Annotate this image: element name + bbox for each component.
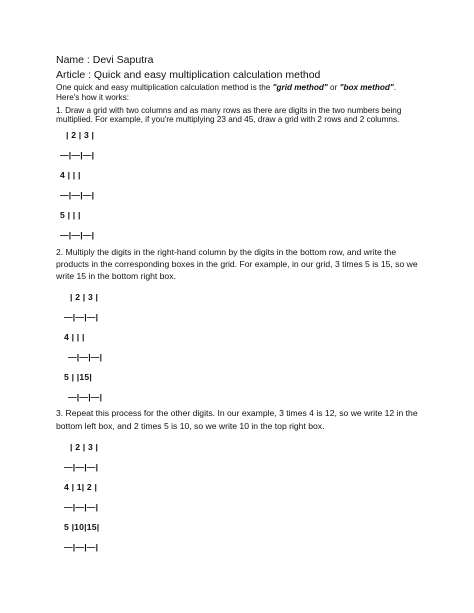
step2-grid-divider: —|—|—| — [64, 312, 99, 322]
step3-line-2: bottom left box, and 2 times 5 is 10, so we write 10 in the top right box. — [56, 421, 325, 431]
author-name-line: Name : Devi Saputra — [56, 54, 154, 66]
step2-line-1: 2. Multiply the digits in the right-hand column by the digits in the bottom row, and write the — [56, 247, 397, 257]
grid-method-term: "grid method" — [272, 83, 328, 92]
step2-grid-divider: —|—|—| — [68, 352, 103, 362]
step3-grid-divider: —|—|—| — [64, 502, 99, 512]
step1-grid-row-5: 5 | | | — [60, 210, 81, 220]
intro-text-before: One quick and easy multiplication calculation method is the — [56, 83, 273, 92]
step1-grid-divider: —|—|—| — [60, 190, 95, 200]
step2-line-2: products in the corresponding boxes in the grid. For example, in our grid, 3 times 5 is 15, so we — [56, 259, 418, 269]
step1-grid-divider: —|—|—| — [60, 230, 95, 240]
intro-paragraph-line-2: Here's how it works: — [56, 93, 129, 102]
step2-grid-header: | 2 | 3 | — [70, 292, 99, 302]
step3-grid-divider: —|—|—| — [64, 462, 99, 472]
intro-paragraph-line-1 — [56, 84, 396, 92]
step2-line-3: write 15 in the bottom right box. — [56, 271, 176, 281]
step2-grid-row-5: 5 | |15| — [64, 372, 92, 382]
step1-grid-divider: —|—|—| — [60, 150, 95, 160]
intro-text-or: or — [327, 83, 340, 92]
step3-grid-row-5: 5 |10|15| — [64, 522, 100, 532]
step3-grid-row-4: 4 | 1| 2 | — [64, 482, 98, 492]
box-method-term: "box method" — [339, 83, 394, 92]
step1-line-2: multiplied. For example, if you're multiplying 23 and 45, draw a grid with 2 rows and 2 columns. — [56, 115, 400, 124]
step3-grid-header: | 2 | 3 | — [70, 442, 99, 452]
step3-line-1: 3. Repeat this process for the other digits. In our example, 3 times 4 is 12, so we write 12 in the — [56, 408, 418, 418]
step3-grid-divider: —|—|—| — [64, 542, 99, 552]
intro-text-after: . — [393, 83, 397, 92]
step1-line-1: 1. Draw a grid with two columns and as many rows as there are digits in the two numbers being — [56, 106, 402, 115]
article-title-line: Article : Quick and easy multiplication calculation method — [56, 69, 321, 81]
step1-grid-row-4: 4 | | | — [60, 170, 81, 180]
step2-grid-row-4: 4 | | | — [64, 332, 85, 342]
step1-grid-header: | 2 | 3 | — [66, 130, 95, 140]
step2-grid-divider: —|—|—| — [68, 392, 103, 402]
